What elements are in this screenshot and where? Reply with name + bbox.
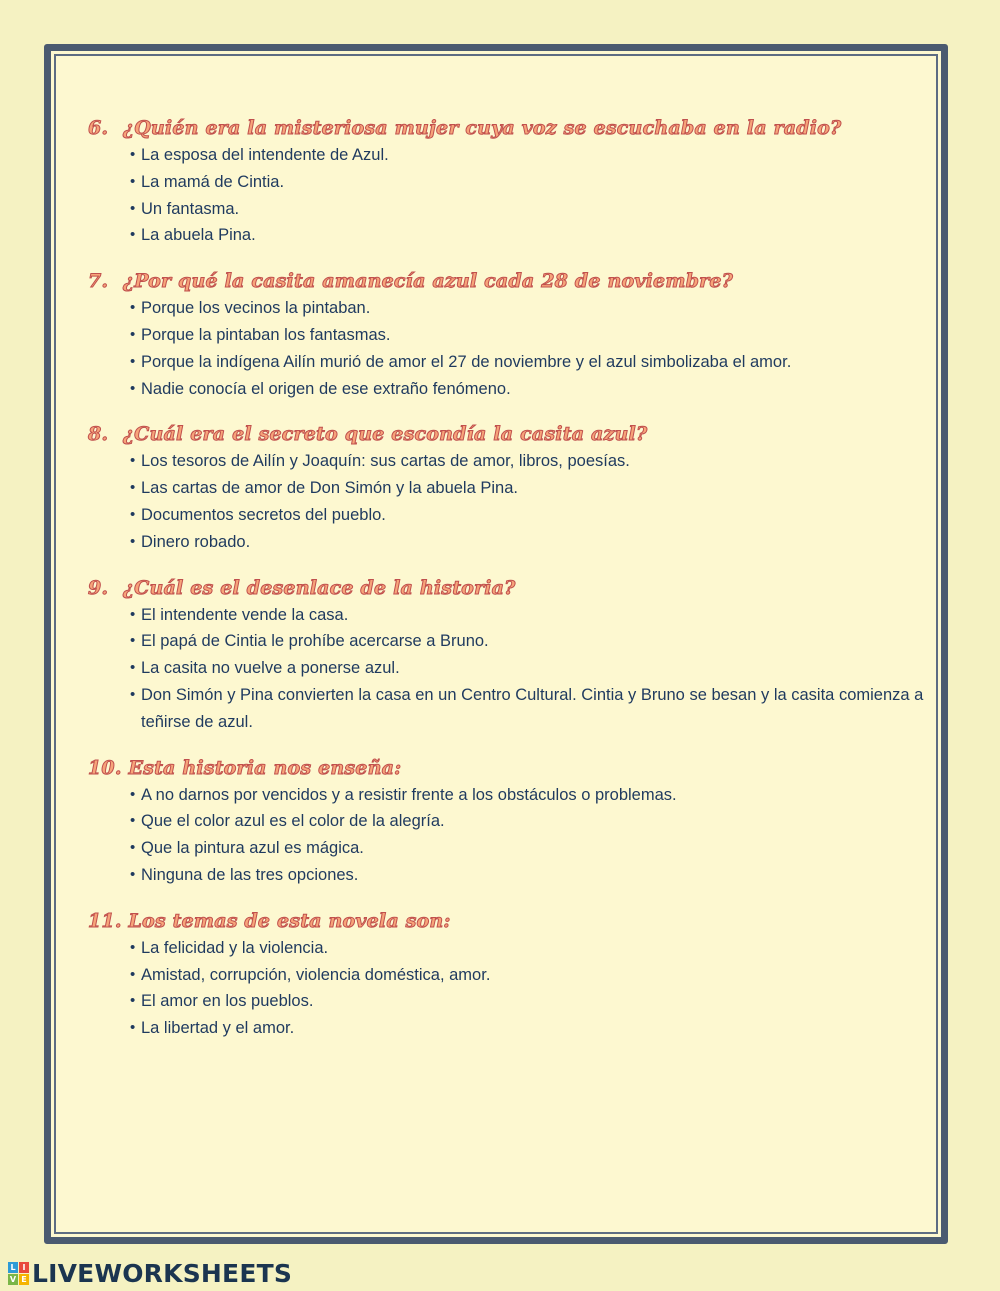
- option-item[interactable]: • Porque los vecinos la pintaban.: [130, 295, 958, 322]
- question-8: [88, 420, 958, 555]
- option-item[interactable]: • Los tesoros de Ailín y Joaquín: sus cartas de amor, libros, poesías.: [130, 448, 958, 475]
- option-item[interactable]: • Que la pintura azul es mágica.: [130, 835, 958, 862]
- question-number: 7.: [88, 270, 109, 293]
- question-10: [88, 754, 958, 889]
- option-item[interactable]: • Que el color azul es el color de la alegría.: [130, 808, 958, 835]
- worksheet-content: [88, 114, 958, 1060]
- option-list: [88, 782, 958, 889]
- question-text: ¿Cuál era el secreto que escondía la casita azul?: [122, 423, 648, 446]
- liveworksheets-logo-icon: [8, 1262, 29, 1285]
- liveworksheets-footer: [8, 1258, 292, 1288]
- option-item[interactable]: • El papá de Cintia le prohíbe acercarse a Bruno.: [130, 628, 958, 655]
- logo-letter: I: [19, 1262, 29, 1273]
- option-item[interactable]: • Dinero robado.: [130, 529, 958, 556]
- logo-letter: E: [19, 1274, 29, 1285]
- option-item[interactable]: • Ninguna de las tres opciones.: [130, 862, 958, 889]
- option-item[interactable]: • La felicidad y la violencia.: [130, 935, 958, 962]
- option-item[interactable]: • El intendente vende la casa.: [130, 602, 958, 629]
- option-item[interactable]: • Porque la pintaban los fantasmas.: [130, 322, 958, 349]
- option-item[interactable]: • Nadie conocía el origen de ese extraño fenómeno.: [130, 376, 958, 403]
- question-number: 9.: [88, 576, 109, 599]
- question-number: 6.: [88, 117, 109, 139]
- question-title: [88, 574, 958, 602]
- question-11: [88, 907, 958, 1042]
- question-title: [88, 907, 958, 935]
- option-item[interactable]: • La libertad y el amor.: [130, 1015, 958, 1042]
- liveworksheets-brand: LIVEWORKSHEETS: [32, 1258, 293, 1288]
- question-text: Los temas de esta novela son:: [128, 909, 451, 932]
- option-item[interactable]: • A no darnos por vencidos y a resistir frente a los obstáculos o problemas.: [130, 782, 958, 809]
- option-item[interactable]: • La abuela Pina.: [130, 222, 958, 249]
- logo-letter: L: [8, 1262, 18, 1273]
- question-text: Esta historia nos enseña:: [128, 756, 402, 779]
- option-item[interactable]: • Porque la indígena Ailín murió de amor el 27 de noviembre y el azul simbolizaba el amor.: [130, 349, 958, 376]
- question-number: 10.: [88, 756, 122, 779]
- question-9: [88, 574, 958, 736]
- option-list: [88, 935, 958, 1042]
- question-number: 8.: [88, 423, 109, 446]
- option-item[interactable]: • Un fantasma.: [130, 196, 958, 223]
- option-item[interactable]: • Amistad, corrupción, violencia doméstica, amor.: [130, 962, 958, 989]
- question-7: [88, 267, 958, 402]
- question-title: [88, 267, 958, 295]
- question-6: [88, 114, 958, 249]
- option-item[interactable]: • Documentos secretos del pueblo.: [130, 502, 958, 529]
- question-title: [88, 420, 958, 448]
- question-title: [88, 754, 958, 782]
- option-list: [88, 142, 958, 249]
- option-list: [88, 448, 958, 555]
- question-text: ¿Quién era la misteriosa mujer cuya voz se escuchaba en la radio?: [122, 117, 842, 139]
- option-item[interactable]: • Don Simón y Pina convierten la casa en un Centro Cultural. Cintia y Bruno se besan y la casita comienza a teñirse de azul.: [130, 682, 958, 736]
- option-item[interactable]: • La esposa del intendente de Azul.: [130, 142, 958, 169]
- question-title: [88, 114, 958, 142]
- option-list: [88, 295, 958, 402]
- question-number: 11.: [88, 909, 122, 932]
- logo-letter: V: [9, 1274, 17, 1284]
- option-item[interactable]: • El amor en los pueblos.: [130, 988, 958, 1015]
- question-text: ¿Cuál es el desenlace de la historia?: [122, 576, 516, 599]
- option-item[interactable]: • La casita no vuelve a ponerse azul.: [130, 655, 958, 682]
- option-list: [88, 602, 958, 736]
- option-item[interactable]: • La mamá de Cintia.: [130, 169, 958, 196]
- question-text: ¿Por qué la casita amanecía azul cada 28 de noviembre?: [122, 270, 733, 293]
- option-item[interactable]: • Las cartas de amor de Don Simón y la abuela Pina.: [130, 475, 958, 502]
